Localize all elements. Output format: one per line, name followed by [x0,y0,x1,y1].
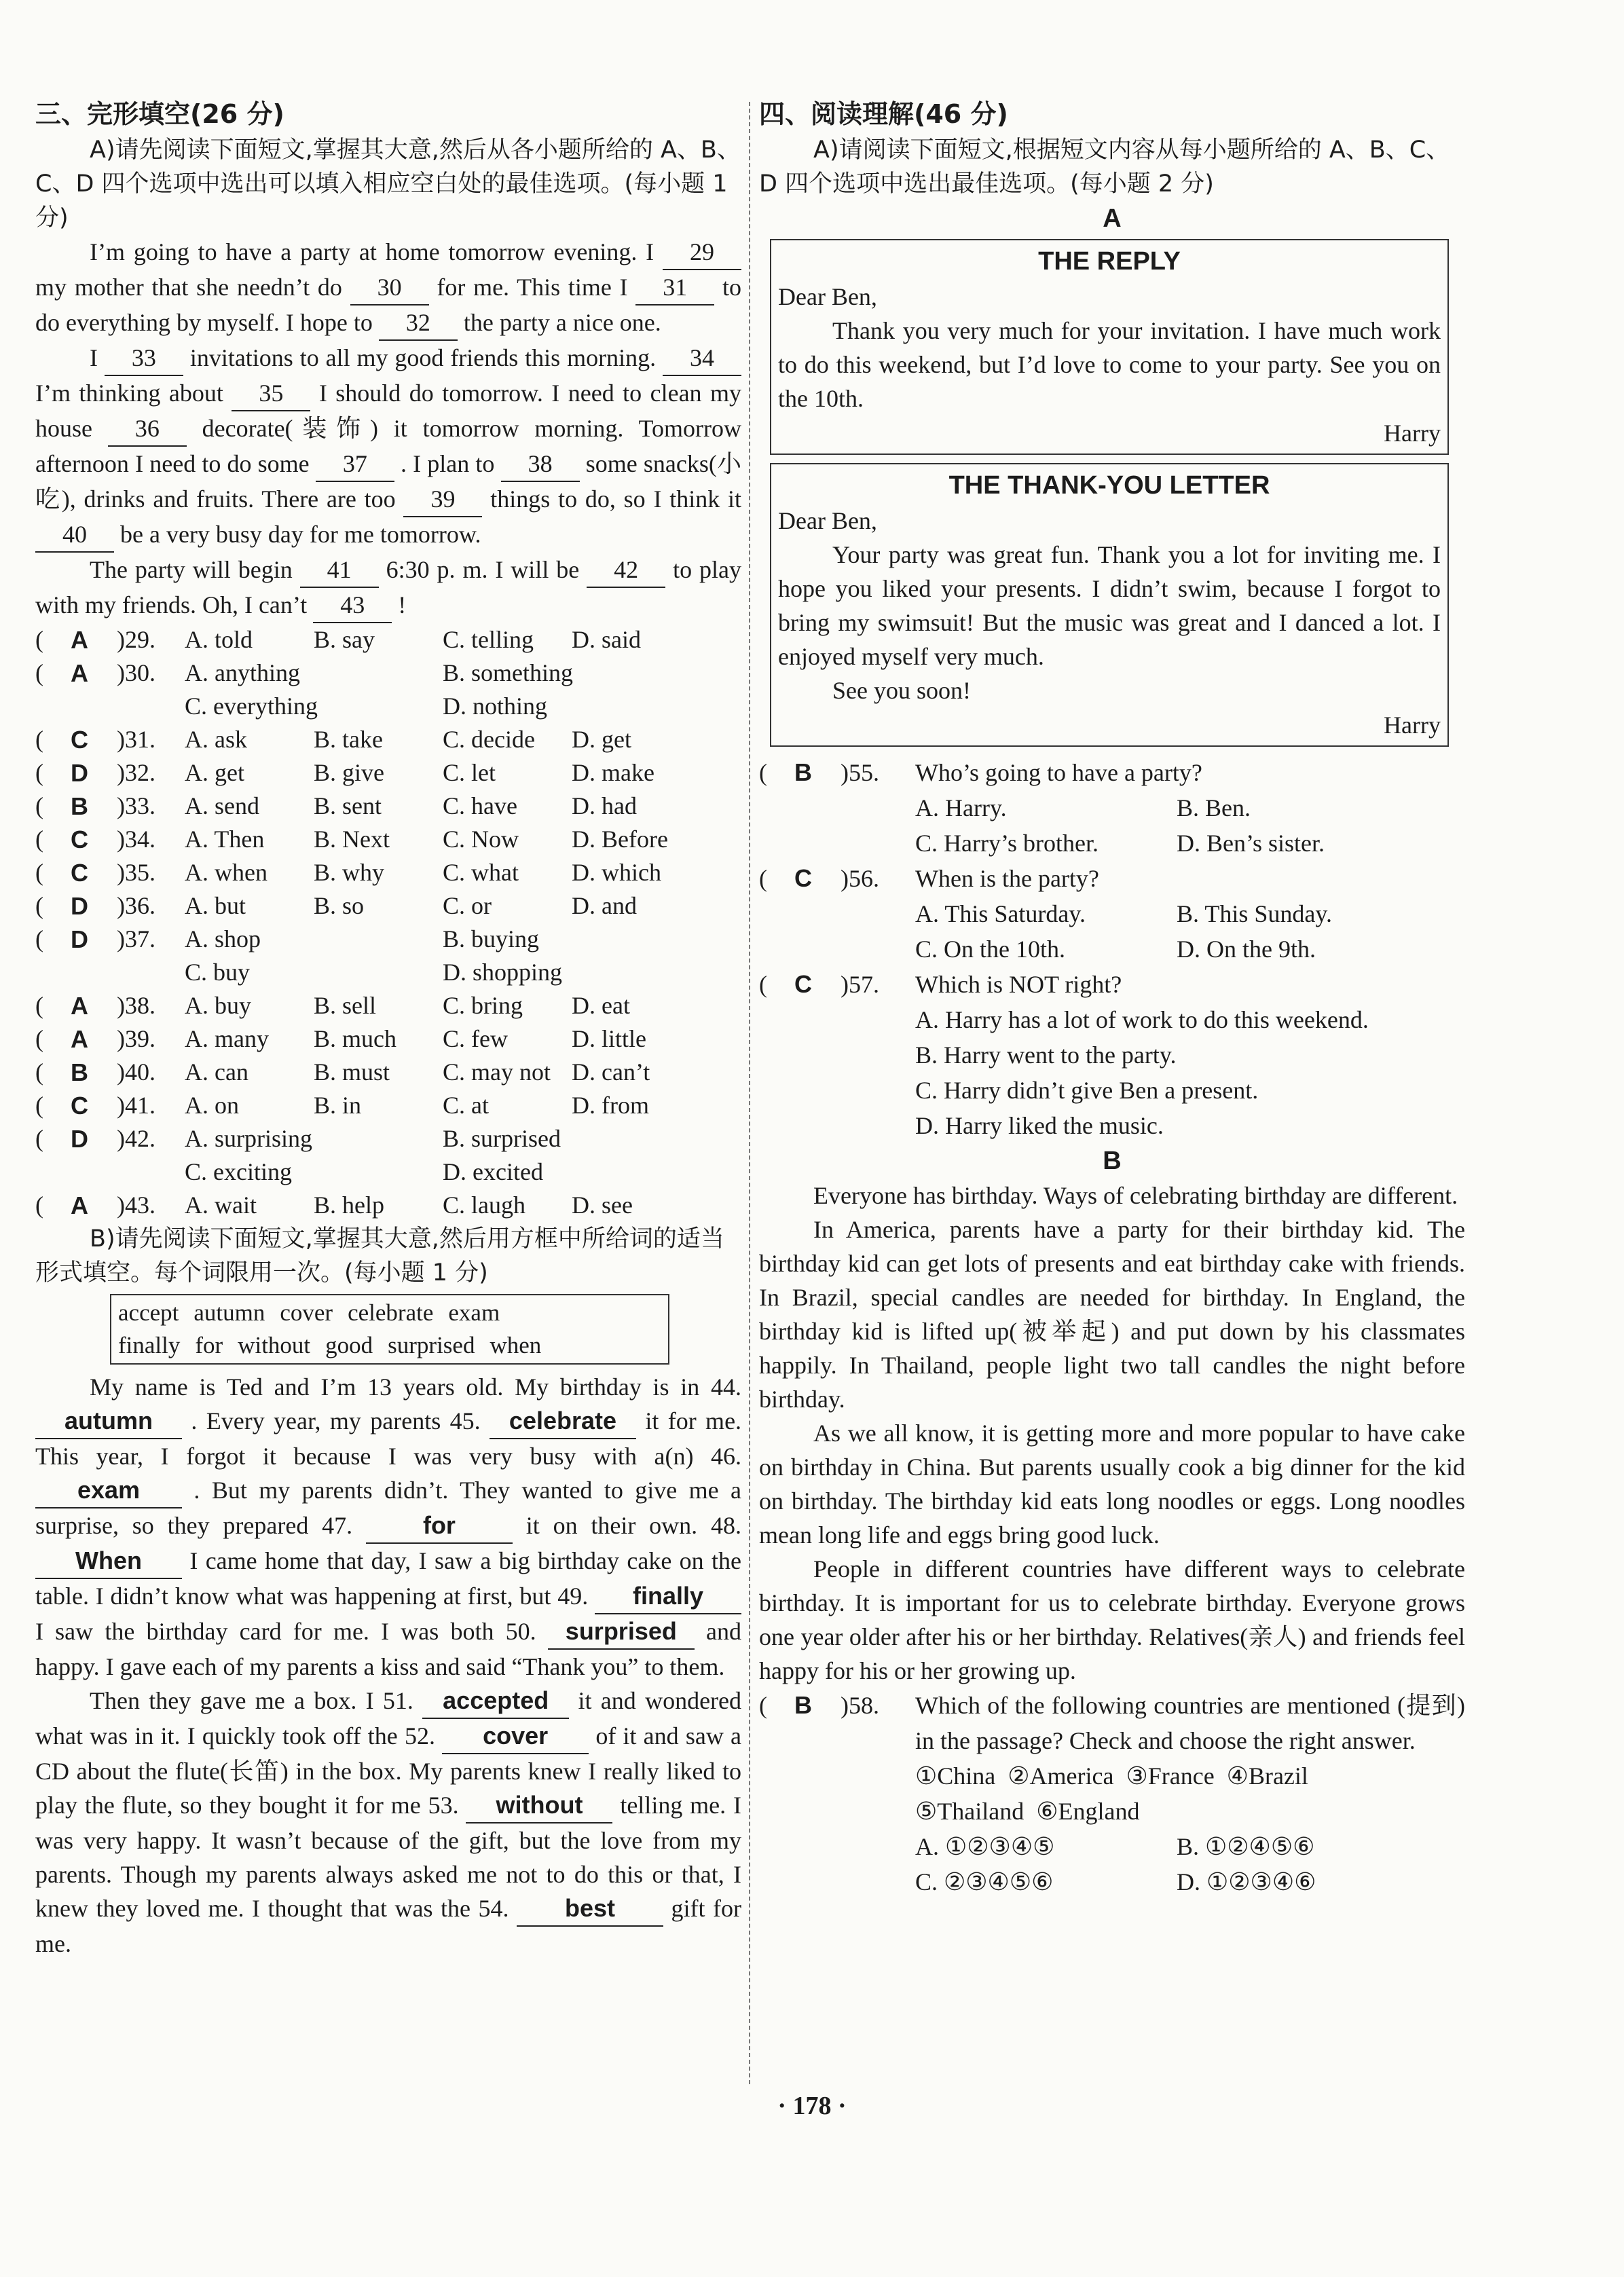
blank-38: 38 [501,447,580,482]
option: B. say [314,626,375,653]
option: D. from [572,1092,649,1119]
option: B. in [314,1092,362,1119]
answer-letter: C [71,1092,88,1119]
option: D. and [572,892,637,919]
question-number: )35. [117,859,155,886]
option: A. told [185,626,253,653]
cloze-question: ( D )37. A. shop B. buying [35,923,741,956]
answer-letter: A [71,626,88,654]
answer-letter: A [71,1025,88,1053]
blank-33: 33 [105,341,183,376]
option: C. few [443,1025,508,1052]
reply-body: Thank you very much for your invitation. I have much work to do this weekend, but I’d love to come to your party. See you on the 10th. [778,317,1441,412]
option: A. can [185,1058,248,1086]
word-box-word: good [325,1332,373,1358]
question-55: ( B )55. Who’s going to have a party? [759,755,1465,790]
question-number: )32. [117,759,155,786]
answer-letter: C [71,826,88,853]
option: C. decide [443,726,535,753]
column-divider [749,102,750,2084]
blank-43: 43 [313,588,392,623]
answer-55: B [794,758,812,786]
reply-title: THE REPLY [1038,247,1181,276]
reply-signature: Harry [1384,420,1441,447]
left-column [35,95,741,1961]
answer-51: accepted [422,1684,569,1719]
option: C. telling [443,626,534,653]
question-number: )42. [117,1125,155,1152]
blank-29: 29 [663,235,741,270]
answer-46: exam [35,1473,182,1508]
option: C. may not [443,1058,551,1086]
q57-option-d: D. Harry liked the music. [915,1112,1164,1139]
option: B. sell [314,992,377,1019]
word-box-word: when [490,1332,542,1358]
option: D. eat [572,992,630,1019]
word-box-row-1 [118,1297,661,1329]
cloze-b-instructions: B)请先阅读下面短文,掌握其大意,然后用方框中所给词的适当形式填空。每个词限用一次。(每小题 1 分) [35,1225,724,1286]
answer-53: without [466,1788,612,1824]
cloze-passage-p3: The party will begin 41 6:30 p. m. I will be 42 to play with my friends. Oh, I can’t 43 ! [35,553,741,623]
cloze-question: ( D )32. A. get B. give C. let D. make [35,756,741,790]
cloze-a-instructions: A)请先阅读下面短文,掌握其大意,然后从各小题所给的 A、B、C、D 四个选项中选出可以填入相应空白处的最佳选项。(每小题 1 分) [35,136,741,232]
q58-countries-1: ①China ②America ③France ④Brazil [915,1762,1308,1790]
question-number: )39. [117,1025,155,1052]
answer-54: best [517,1891,663,1927]
answer-50: surprised [548,1614,695,1650]
q57-option-a: A. Harry has a lot of work to do this weekend. [915,1006,1369,1033]
option: B. something [443,659,574,686]
blank-42: 42 [587,553,665,588]
answer-52: cover [442,1719,589,1754]
reading-instructions: A)请阅读下面短文,根据短文内容从每小题所给的 A、B、C、D 四个选项中选出最佳选项。(每小题 2 分) [759,136,1450,198]
option-row [35,1155,741,1189]
word-box-row-2 [118,1329,661,1362]
thank-you-letter [770,463,1449,747]
q55-option-b: B. Ben. [1177,794,1251,821]
cloze-question: ( A )39. A. many B. much C. few D. little [35,1022,741,1056]
question-58-stem: Which of the following countries are mentioned (提到) in the passage? Check and choose the right answer. [915,1692,1465,1754]
option: C. or [443,892,492,919]
passage-b-p3: As we all know, it is getting more and more popular to have cake on birthday in China. But parents usually cook a big dinner for the kid on birthday. The birthday kid eats long noodles or eggs. Long noodles mean long life and eggs bring good luck. [759,1420,1465,1549]
q56-option-c: C. On the 10th. [915,936,1065,963]
option: A. Then [185,826,265,853]
answer-45: celebrate [490,1404,636,1439]
answer-letter: D [71,759,88,787]
option: D. Before [572,826,668,853]
cloze-question: ( C )31. A. ask B. take C. decide D. get [35,723,741,756]
option-row [35,690,741,723]
cloze-question: ( C )35. A. when B. why C. what D. which [35,856,741,889]
thank-you-closing: See you soon! [832,677,971,704]
option: D. see [572,1191,633,1219]
q56-option-d: D. On the 9th. [1177,936,1316,963]
blank-36: 36 [108,411,187,447]
cloze-question: ( C )41. A. on B. in C. at D. from [35,1089,741,1122]
option: B. much [314,1025,396,1052]
blank-37: 37 [316,447,394,482]
option: A. buy [185,992,251,1019]
cloze-question: ( B )40. A. can B. must C. may not D. can’t [35,1056,741,1089]
section-3-title: 三、完形填空(26 分) [35,99,284,129]
thank-you-title: THE THANK-YOU LETTER [948,471,1270,500]
question-56: ( C )56. When is the party? [759,861,1465,896]
cloze-question: ( A )30. A. anything B. something [35,656,741,690]
answer-letter: B [71,1058,88,1086]
question-number: )29. [117,626,155,653]
passage-b-p2: In America, parents have a party for their birthday kid. The birthday kid can get lots of presents and eat birthday cake with friends. In Brazil, special candles are needed for birthday. In England, the birthday kid is lifted up(被举起) and put down by his classmates happily. In Thailand, people light two tall candles the night before birthday. [759,1216,1465,1413]
question-number: )37. [117,925,155,952]
reply-greeting: Dear Ben, [778,283,877,310]
option: A. anything [185,659,300,686]
option: B. Next [314,826,390,853]
option: B. why [314,859,385,886]
option: B. surprised [443,1125,561,1152]
answer-56: C [794,864,812,892]
option: B. must [314,1058,390,1086]
reply-letter [770,239,1449,455]
page-number: · 178 · [777,2092,847,2120]
answer-57: C [794,970,812,998]
blank-34: 34 [663,341,741,376]
fill-passage-p1: My name is Ted and I’m 13 years old. My birthday is in 44. autumn . Every year, my parents 45. celebrate it for me. This year, I forgot it because I was very busy with a(n) 46. exam . But my parents didn’t. They wanted to give me a surprise, so they prepared 47. for it on their own. 48. When I came home that day, I saw a big birthday cake on the table. I didn’t know what was happening at first, but 49. finally I saw the birthday card for me. I was both 50. surprised and happy. I gave each of my parents a kiss and said “Thank you” to them. [35,1373,742,1680]
answer-47: for [366,1508,513,1544]
word-box-word: without [238,1332,311,1358]
option: B. take [314,726,383,753]
question-number: )34. [117,826,155,853]
option: A. ask [185,726,247,753]
option: D. can’t [572,1058,650,1086]
word-box-word: exam [448,1299,500,1326]
answer-letter: A [71,992,88,1020]
q58-option-c: C. ②③④⑤⑥ [915,1868,1054,1895]
q58-option-b: B. ①②④⑤⑥ [1177,1833,1315,1860]
question-number: )41. [117,1092,155,1119]
q55-option-a: A. Harry. [915,794,1007,821]
option: D. shopping [443,959,563,986]
passage-a-label: A [1103,204,1122,233]
question-57: ( C )57. Which is NOT right? [759,967,1465,1002]
option: D. make [572,759,654,786]
q55-option-d: D. Ben’s sister. [1177,830,1325,857]
question-56-stem: When is the party? [915,865,1099,892]
question-number: )33. [117,792,155,819]
option: C. bring [443,992,523,1019]
cloze-question: ( C )34. A. Then B. Next C. Now D. Before [35,823,741,856]
answer-48: When [35,1544,182,1579]
cloze-question: ( D )36. A. but B. so C. or D. and [35,889,741,923]
answer-58: B [794,1691,812,1719]
option: A. many [185,1025,269,1052]
option: C. Now [443,826,519,853]
option: B. sent [314,792,382,819]
q58-option-a: A. ①②③④⑤ [915,1833,1055,1860]
fill-passage-p2: Then they gave me a box. I 51. accepted it and wondered what was in it. I quickly took off the 52. cover of it and saw a CD about the flute(长笛) in the box. My parents knew I really liked to play the flute, so they bought it for me 53. without telling me. I was very happy. It wasn’t because of the gift, but the love from my parents. Though my parents always asked me not to do this or that, I knew they loved me. I thought that was the 54. best gift for me. [35,1684,741,1961]
option: C. at [443,1092,489,1119]
passage-b-p4: People in different countries have different ways to celebrate birthday. It is important for us to celebrate birthday. Everyone grows one year older after his or her birthday. Relatives(亲人) and friends feel happy for his or her growing up. [759,1555,1465,1684]
option: B. give [314,759,384,786]
word-box-word: cover [280,1299,333,1326]
cloze-questions [35,623,741,1222]
thank-you-body: Your party was great fun. Thank you a lot for inviting me. I hope you liked your presents. I didn’t swim, because I forgot to bring my swimsuit! But the music was great and I danced a lot. I enjoyed myself very much. [778,541,1441,670]
option: D. get [572,726,631,753]
question-number: )38. [117,992,155,1019]
option: A. surprising [185,1125,312,1152]
option: B. so [314,892,365,919]
word-box [110,1294,669,1365]
q55-option-c: C. Harry’s brother. [915,830,1099,857]
word-box-word: autumn [193,1299,265,1326]
option: C. have [443,792,517,819]
thank-you-signature: Harry [1384,711,1441,739]
option: A. send [185,792,259,819]
question-number: )31. [117,726,155,753]
option: C. everything [185,692,318,720]
blank-31: 31 [635,270,714,306]
question-number: )36. [117,892,155,919]
blank-41: 41 [300,553,379,588]
question-number: )30. [117,659,155,686]
option: A. get [185,759,244,786]
word-box-word: accept [118,1299,179,1326]
thank-you-greeting: Dear Ben, [778,507,877,534]
option: A. wait [185,1191,257,1219]
right-column [759,95,1465,1900]
q58-countries-2: ⑤Thailand ⑥England [915,1798,1140,1825]
answer-letter: D [71,892,88,920]
option-row [35,956,741,989]
option: A. but [185,892,246,919]
cloze-question: ( A )38. A. buy B. sell C. bring D. eat [35,989,741,1022]
answer-49: finally [595,1579,741,1614]
cloze-question: ( D )42. A. surprising B. surprised [35,1122,741,1155]
option: A. when [185,859,267,886]
option: D. had [572,792,637,819]
option: D. said [572,626,641,653]
cloze-question: ( A )43. A. wait B. help C. laugh D. see [35,1189,741,1222]
question-58: ( B )58. Which of the following countries are mentioned (提到) in the passage? Check and choose the right answer. [759,1688,1465,1758]
option: D. excited [443,1158,543,1185]
answer-44: autumn [35,1404,182,1439]
question-57-stem: Which is NOT right? [915,971,1122,998]
q57-option-b: B. Harry went to the party. [915,1041,1177,1069]
blank-35: 35 [232,376,310,411]
word-box-word: for [195,1332,223,1358]
option: A. on [185,1092,239,1119]
question-55-stem: Who’s going to have a party? [915,759,1202,786]
answer-letter: C [71,726,88,754]
answer-letter: A [71,659,88,687]
blank-32: 32 [379,306,458,341]
q56-option-a: A. This Saturday. [915,900,1086,927]
answer-letter: D [71,1125,88,1153]
blank-30: 30 [350,270,429,306]
option: D. nothing [443,692,548,720]
word-box-word: finally [118,1332,181,1358]
cloze-question: ( A )29. A. told B. say C. telling D. said [35,623,741,656]
blank-40: 40 [35,517,114,553]
option: D. little [572,1025,646,1052]
answer-letter: A [71,1191,88,1219]
passage-b-p1: Everyone has birthday. Ways of celebrating birthday are different. [813,1182,1458,1209]
option: C. laugh [443,1191,525,1219]
question-number: )43. [117,1191,155,1219]
word-box-word: surprised [388,1332,475,1358]
passage-b-label: B [1103,1147,1122,1175]
cloze-passage-p1: I’m going to have a party at home tomorrow evening. I 29 my mother that she needn’t do 30 for me. This time I 31 to do everything by myself. I hope to 32 the party a nice one. [35,235,741,341]
answer-letter: B [71,792,88,820]
option: B. buying [443,925,540,952]
q57-option-c: C. Harry didn’t give Ben a present. [915,1077,1259,1104]
blank-39: 39 [403,482,482,517]
option: C. buy [185,959,251,986]
q56-option-b: B. This Sunday. [1177,900,1333,927]
option: D. which [572,859,661,886]
option: C. let [443,759,496,786]
question-number: )40. [117,1058,155,1086]
q58-option-d: D. ①②③④⑥ [1177,1868,1316,1895]
section-4-title: 四、阅读理解(46 分) [759,99,1008,129]
option: C. exciting [185,1158,292,1185]
option: B. help [314,1191,384,1219]
answer-letter: C [71,859,88,887]
cloze-passage-p2: I 33 invitations to all my good friends this morning. 34 I’m thinking about 35 I should do tomorrow. I need to clean my house 36 decorate(装饰) it tomorrow morning. Tomorrow afternoon I need to do some 37 . I plan to 38 some snacks(小吃), drinks and fruits. There are too 39 things to do, so I think it 40 be a very busy day for me tomorrow. [35,341,741,553]
cloze-question: ( B )33. A. send B. sent C. have D. had [35,790,741,823]
word-box-word: celebrate [348,1299,434,1326]
option: C. what [443,859,519,886]
option: A. shop [185,925,261,952]
answer-letter: D [71,925,88,953]
